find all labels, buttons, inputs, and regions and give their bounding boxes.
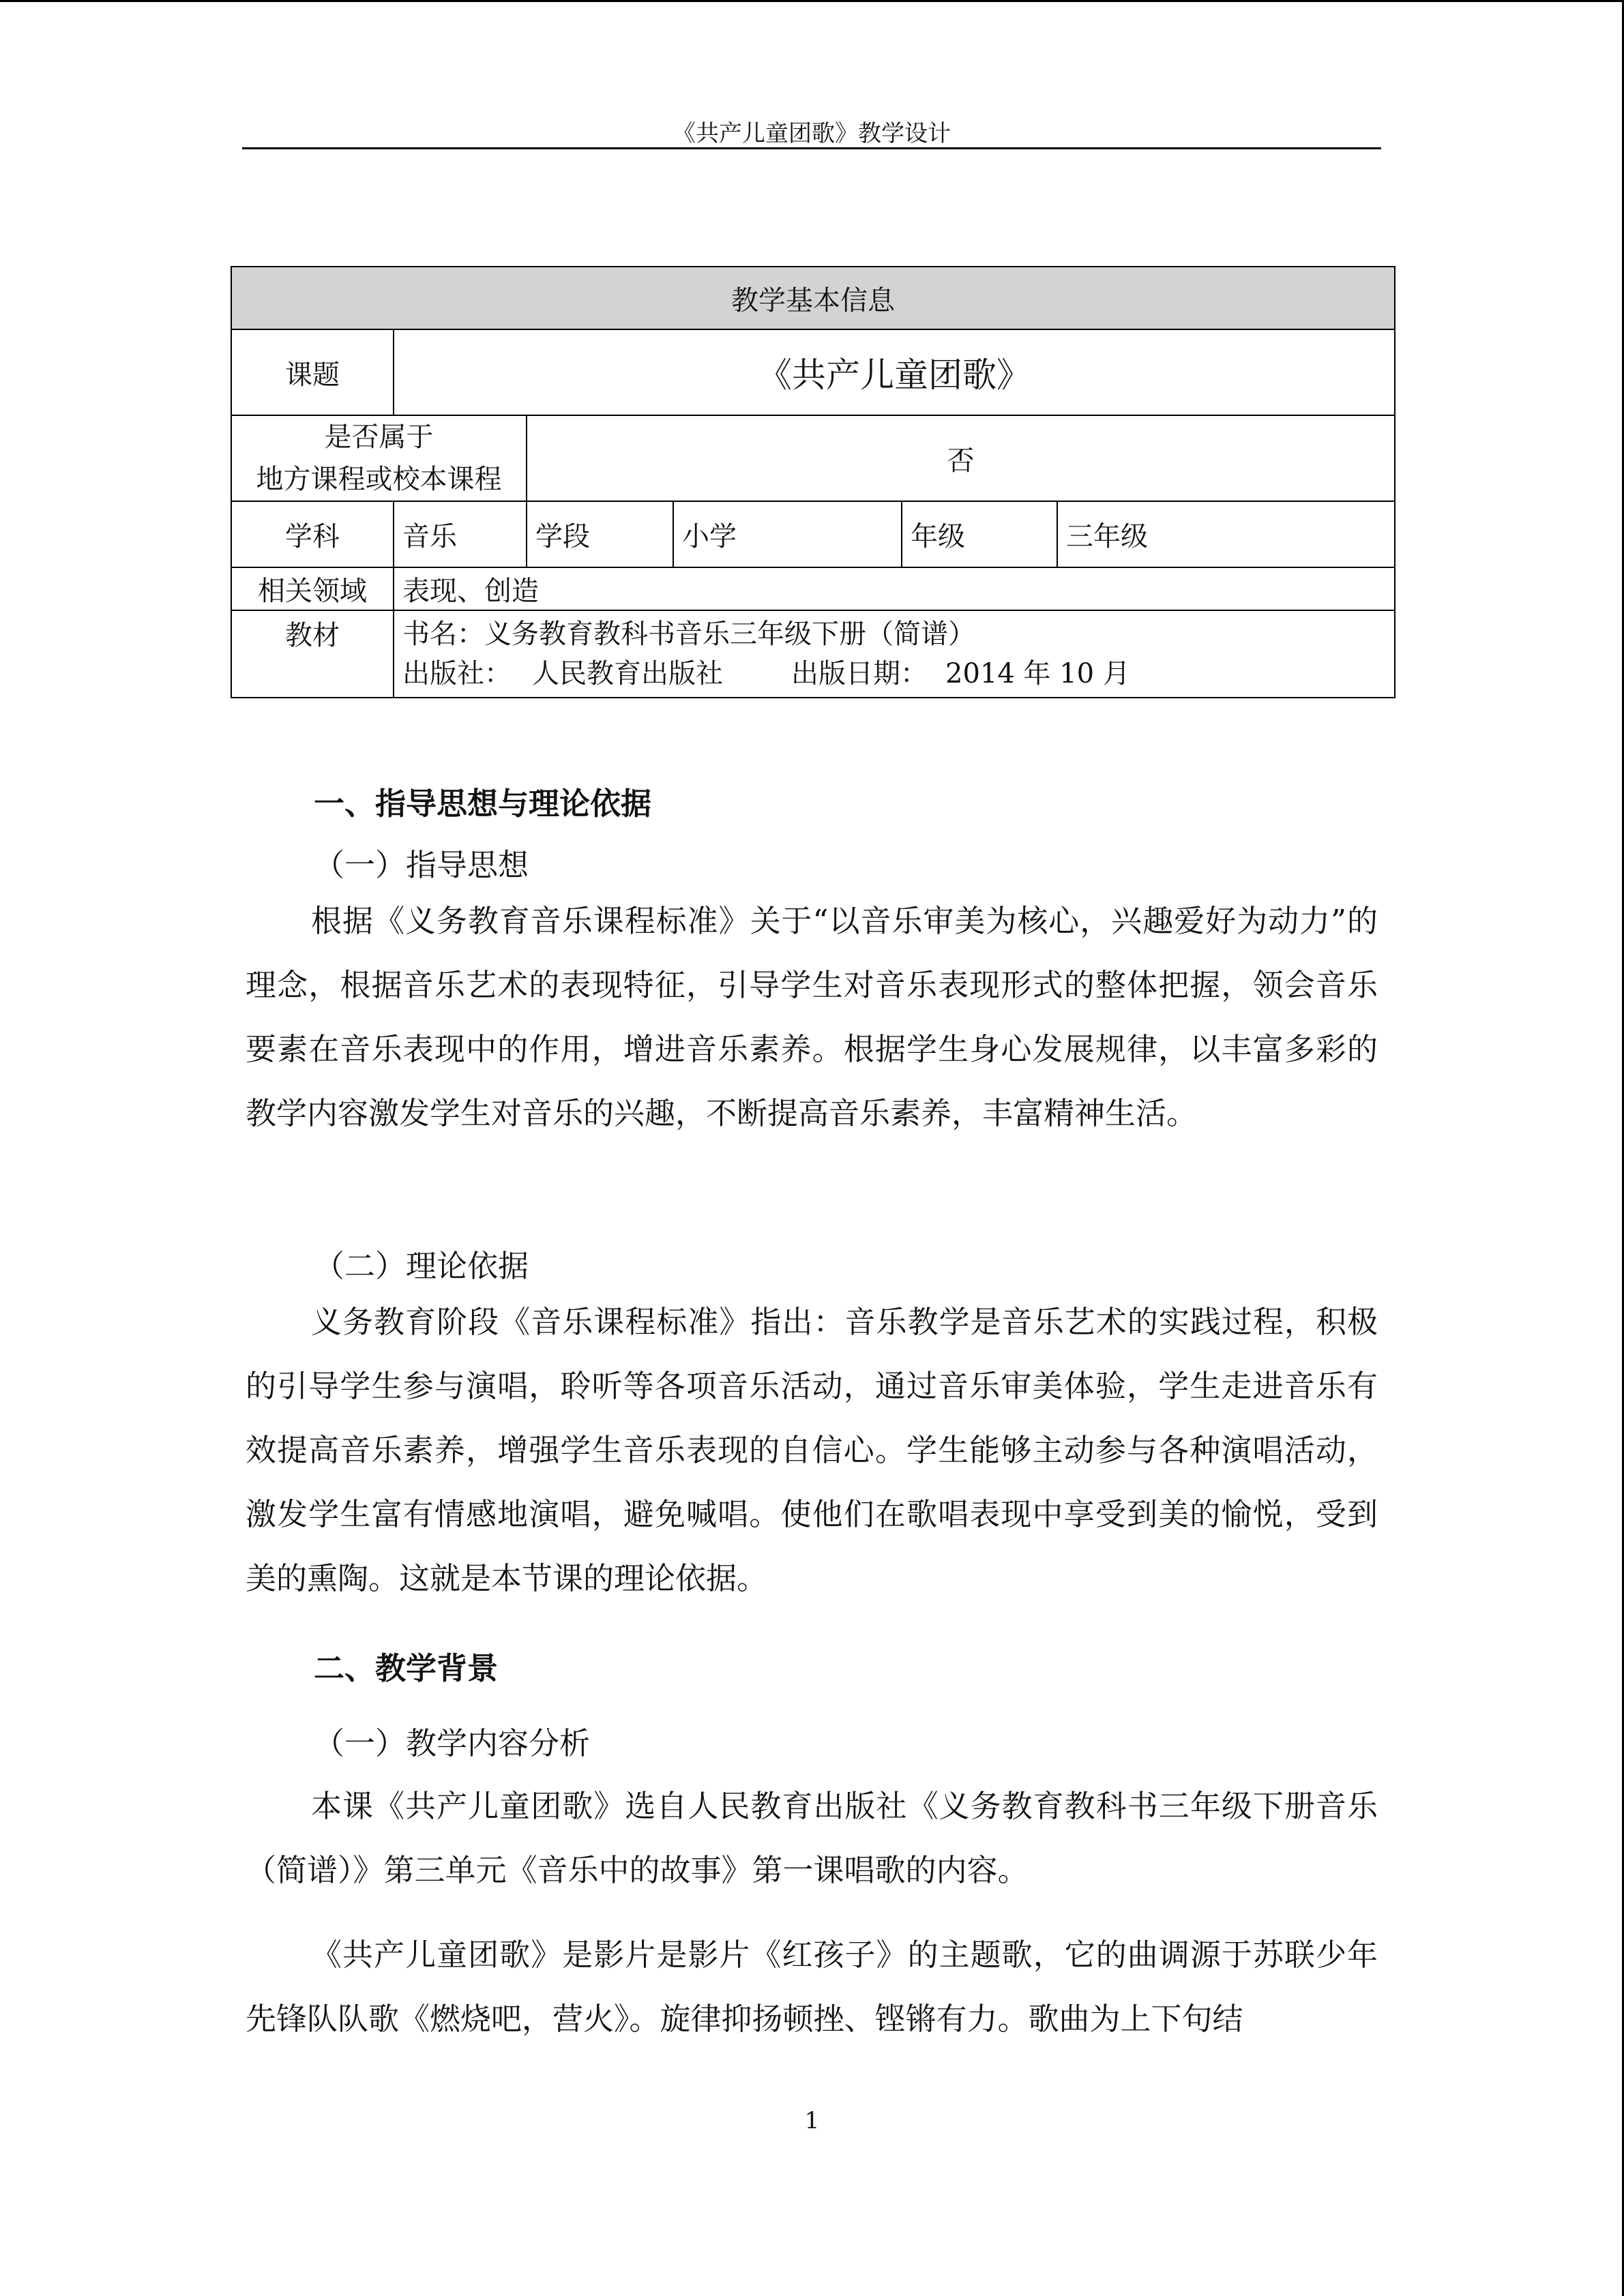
local-course-value: 否	[527, 415, 1395, 501]
grade-label: 年级	[902, 501, 1057, 567]
pubdate-month-unit: 月	[1102, 658, 1130, 689]
section1-sub1-title: （一）指导思想	[314, 847, 529, 883]
textbook-label: 教材	[231, 610, 394, 698]
subject-label: 学科	[231, 501, 394, 567]
section1-sub2-title: （二）理论依据	[314, 1248, 529, 1284]
section1-paragraph2: 义务教育阶段《音乐课程标准》指出：音乐教学是音乐艺术的实践过程，积极的引导学生参与演唱，聆听等各项音乐活动，通过音乐审美体验，学生走进音乐有效提高音乐素养，增强学生音乐表现的自信心。学生能够主动参与各种演唱活动，激发学生富有情感地演唱，避免喊唱。使他们在歌唱表现中享受到美的愉悦，受到美的熏陶。这就是本节课的理论依据。	[246, 1304, 1378, 1596]
stage-label: 学段	[527, 501, 673, 567]
section2-title: 二、教学背景	[314, 1650, 499, 1686]
local-course-label	[231, 415, 527, 501]
publisher-label: 出版社：	[402, 658, 512, 689]
pubdate-month: 10	[1059, 658, 1095, 689]
stage-value: 小学	[673, 501, 902, 567]
table-heading: 教学基本信息	[231, 267, 1395, 329]
domain-value: 表现、创造	[394, 567, 1395, 610]
local-course-label-line2: 地方课程或校本课程	[256, 464, 502, 495]
textbook-publish-line	[402, 654, 1386, 694]
topic-label: 课题	[231, 329, 394, 415]
pubdate-year: 2014	[945, 658, 1015, 689]
topic-value: 《共产儿童团歌》	[394, 329, 1395, 415]
running-header: 《共产儿童团歌》教学设计	[673, 120, 951, 147]
section2-sub1-title: （一）教学内容分析	[314, 1725, 591, 1761]
grade-value: 三年级	[1057, 501, 1395, 567]
section2-paragraph1: 本课《共产儿童团歌》选自人民教育出版社《义务教育教科书三年级下册音乐（简谱）》第三单元《音乐中的故事》第一课唱歌的内容。	[246, 1788, 1378, 1888]
section2-paragraph2: 《共产儿童团歌》是影片是影片《红孩子》的主题歌，它的曲调源于苏联少年先锋队队歌《燃烧吧，营火》。旋律抑扬顿挫、铿锵有力。歌曲为上下句结	[246, 1937, 1378, 2037]
textbook-info	[394, 610, 1395, 698]
section1-title: 一、指导思想与理论依据	[314, 786, 652, 822]
textbook-name: 书名：义务教育教科书音乐三年级下册（简谱）	[402, 618, 975, 650]
basic-info-table	[231, 266, 1396, 698]
publisher-value: 人民教育出版社	[532, 658, 723, 689]
subject-value: 音乐	[394, 501, 527, 567]
header-rule	[242, 147, 1381, 149]
page-number: 1	[804, 2107, 820, 2134]
section1-paragraph1: 根据《义务教育音乐课程标准》关于“以音乐审美为核心，兴趣爱好为动力”的理念，根据音乐艺术的表现特征，引导学生对音乐表现形式的整体把握，领会音乐要素在音乐表现中的作用，增进音乐素养。根据学生身心发展规律，以丰富多彩的教学内容激发学生对音乐的兴趣，不断提高音乐素养，丰富精神生活。	[246, 903, 1378, 1131]
domain-label: 相关领域	[231, 567, 394, 610]
pubdate-label: 出版日期：	[791, 658, 928, 689]
pubdate-year-unit: 年	[1023, 658, 1051, 689]
local-course-label-line1: 是否属于	[324, 421, 434, 453]
